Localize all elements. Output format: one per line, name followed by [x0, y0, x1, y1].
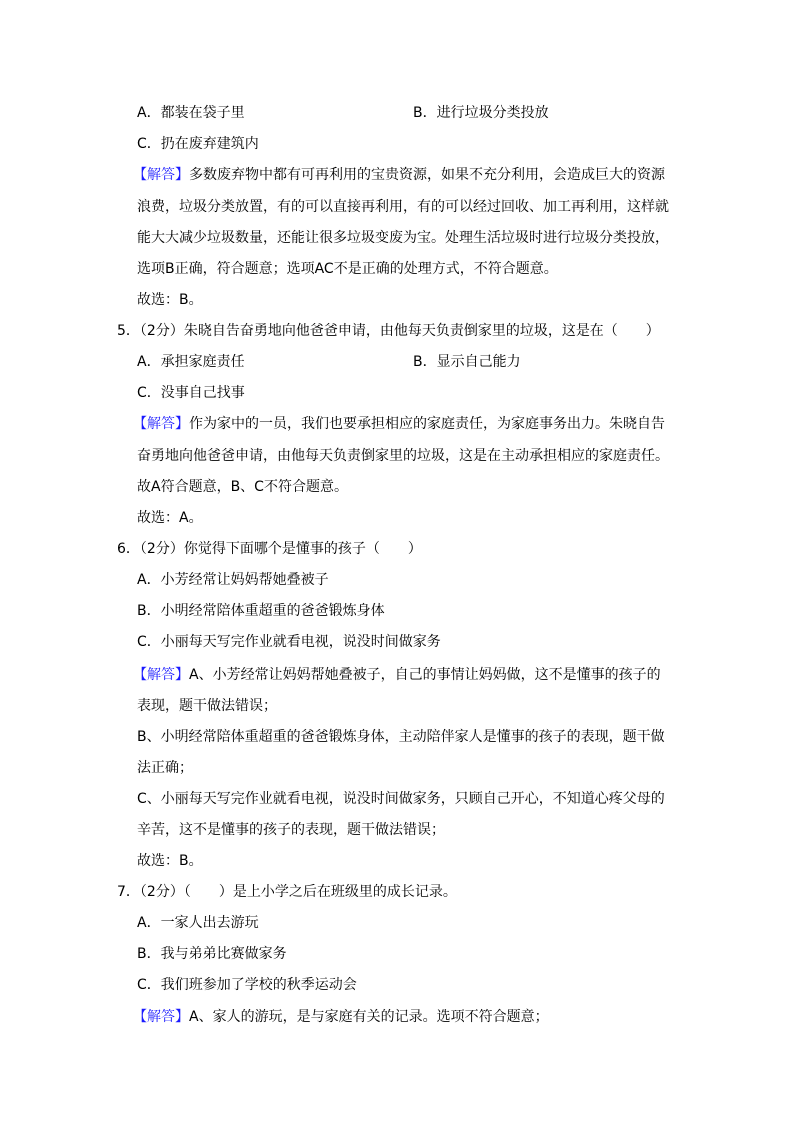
q5-answer-line: 故A符合题意，B、C不符合题意。 [137, 479, 348, 495]
q5-stem: 5．（2分）朱晓自告奋勇地向他爸爸申请，由他每天负责倒家里的垃圾，这是在（ ） [117, 323, 660, 339]
q4-choice: 故选：B。 [137, 292, 203, 308]
q5-option-c: C．没事自己找事 [137, 385, 245, 401]
q4-option-b: B．进行垃圾分类投放 [413, 105, 549, 121]
answer-label: 【解答】 [133, 667, 189, 683]
q6-choice: 故选：B。 [137, 853, 203, 869]
q6-option-b: B．小明经常陪体重超重的爸爸锻炼身体 [137, 603, 385, 619]
q5-choice: 故选：A。 [137, 510, 203, 526]
q6-answer-line [133, 666, 661, 684]
q7-stem: 7．（2分）（ ）是上小学之后在班级里的成长记录。 [117, 884, 457, 900]
q6-answer-line: 辛苦，这不是懂事的孩子的表现，题干做法错误； [137, 822, 445, 838]
q5-answer-line [133, 415, 665, 433]
q4-answer-line: 浪费，垃圾分类放置，有的可以直接再利用，有的可以经过回收、加工再利用，这样就 [137, 199, 669, 215]
answer-text: A、小芳经常让妈妈帮她叠被子，自己的事情让妈妈做，这不是懂事的孩子的 [189, 667, 661, 683]
q4-answer-line: 选项B正确，符合题意；选项AC不是正确的处理方式，不符合题意。 [137, 261, 558, 277]
answer-label: 【解答】 [133, 416, 189, 432]
answer-label: 【解答】 [133, 167, 189, 183]
answer-label: 【解答】 [133, 1009, 189, 1025]
q5-option-a: A．承担家庭责任 [137, 354, 245, 370]
answer-text: A、家人的游玩，是与家庭有关的记录。选项不符合题意； [189, 1009, 549, 1025]
q4-answer-line [133, 166, 665, 184]
q4-answer-line: 能大大减少垃圾数量，还能让很多垃圾变废为宝。处理生活垃圾时进行垃圾分类投放， [137, 230, 669, 246]
q6-answer-line: C、小丽每天写完作业就看电视，说没时间做家务，只顾自己开心，不知道心疼父母的 [137, 791, 665, 807]
answer-text: 多数废弃物中都有可再利用的宝贵资源，如果不充分利用，会造成巨大的资源 [189, 167, 665, 183]
q6-answer-line: 法正确； [137, 760, 193, 776]
q7-option-c: C．我们班参加了学校的秋季运动会 [137, 977, 357, 993]
q4-option-c: C．扔在废弃建筑内 [137, 136, 259, 152]
q6-option-c: C．小丽每天写完作业就看电视，说没时间做家务 [137, 634, 441, 650]
q5-option-b: B．显示自己能力 [413, 354, 521, 370]
q5-answer-line: 奋勇地向他爸爸申请，由他每天负责倒家里的垃圾，这是在主动承担相应的家庭责任。 [137, 448, 669, 464]
q6-answer-line: 表现，题干做法错误； [137, 698, 277, 714]
q6-answer-line: B、小明经常陪体重超重的爸爸锻炼身体，主动陪伴家人是懂事的孩子的表现，题干做 [137, 729, 665, 745]
q4-option-a: A．都装在袋子里 [137, 105, 245, 121]
answer-text: 作为家中的一员，我们也要承担相应的家庭责任，为家庭事务出力。朱晓自告 [189, 416, 665, 432]
q6-option-a: A．小芳经常让妈妈帮她叠被子 [137, 572, 329, 588]
q7-option-a: A．一家人出去游玩 [137, 915, 259, 931]
q7-option-b: B．我与弟弟比赛做家务 [137, 946, 287, 962]
q6-stem: 6．（2分）你觉得下面哪个是懂事的孩子（ ） [117, 541, 422, 557]
q7-answer-line [133, 1008, 549, 1026]
